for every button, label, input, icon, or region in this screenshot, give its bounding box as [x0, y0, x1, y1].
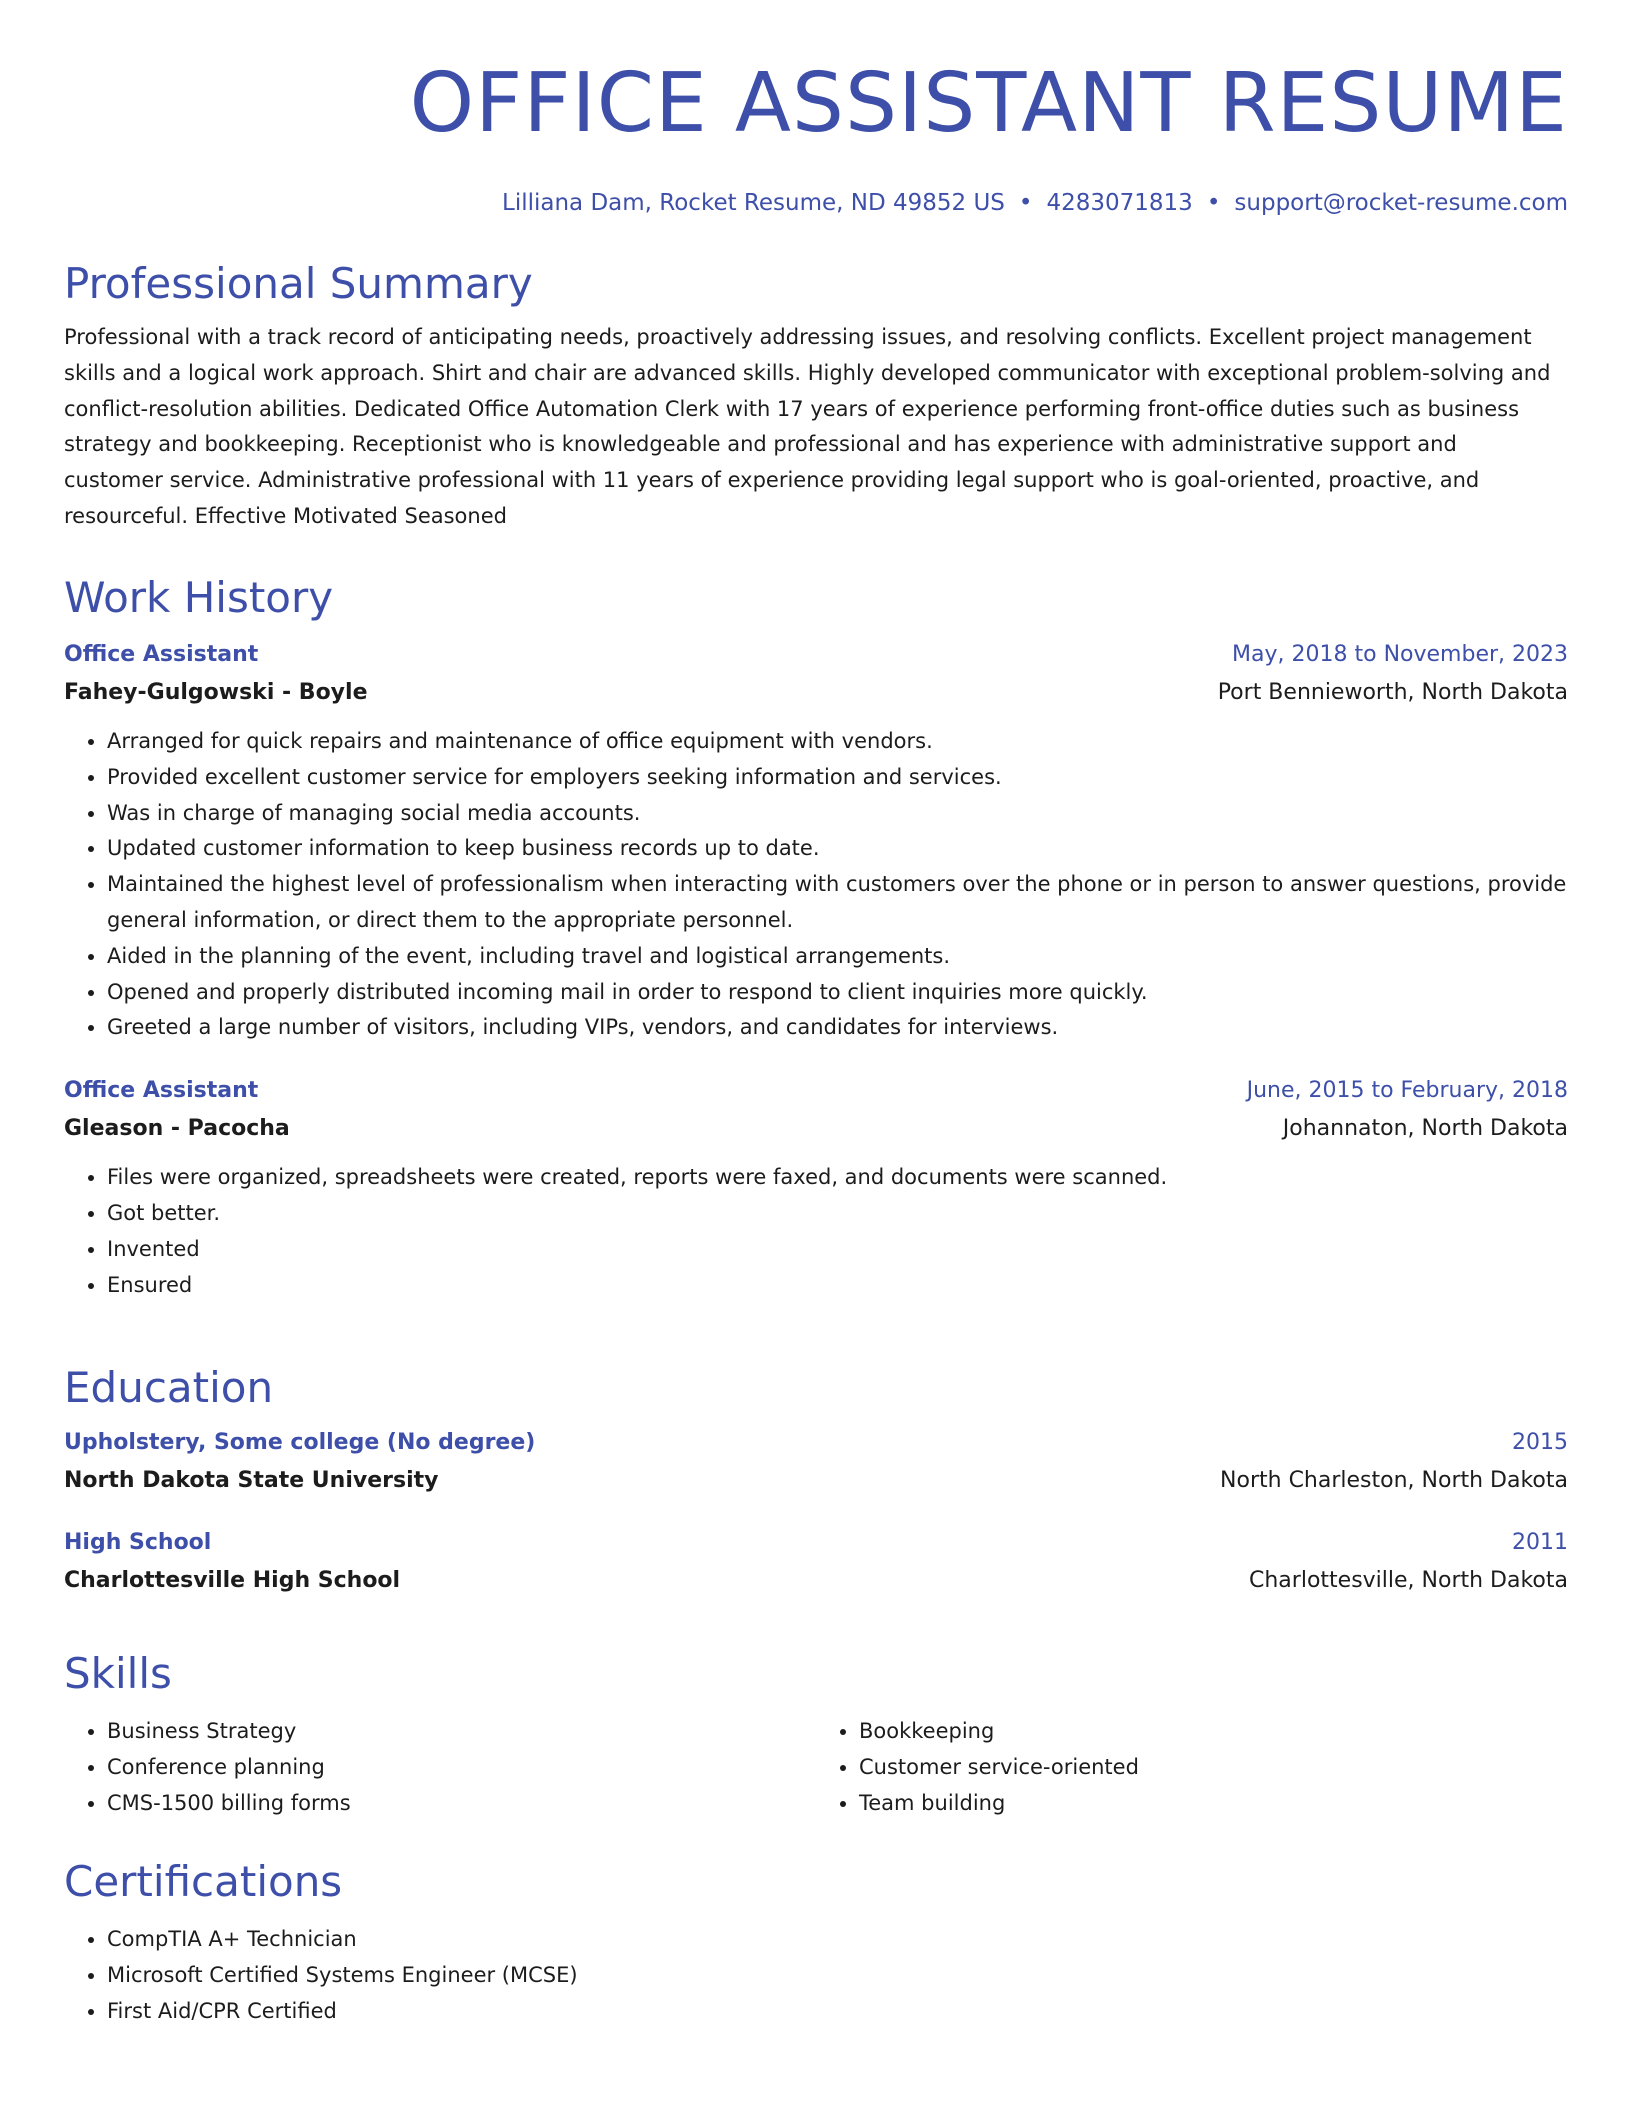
- list-item: • Greeted a large number of visitors, including VIPs, vendors, and candidates for interviews.: [107, 1010, 1568, 1046]
- job-entry: [64, 640, 1568, 1046]
- list-item: • Bookkeeping: [859, 1714, 1568, 1750]
- list-item: • Customer service-oriented: [859, 1750, 1568, 1786]
- job-bullets: [64, 724, 1568, 1046]
- contact-email[interactable]: support@rocket-resume.com: [1234, 190, 1568, 216]
- contact-separator: •: [1018, 190, 1033, 216]
- job-title-row: [64, 1076, 1568, 1106]
- summary-section: [64, 258, 1568, 535]
- education-entry: [64, 1428, 1568, 1496]
- contact-phone: 4283071813: [1046, 190, 1193, 216]
- job-location: Port Bennieworth, North Dakota: [1217, 680, 1568, 705]
- education-degree: High School: [64, 1530, 212, 1555]
- list-item: • Aided in the planning of the event, including travel and logistical arrangements.: [107, 939, 1568, 975]
- summary-heading: Professional Summary: [64, 259, 533, 308]
- list-item: • Conference planning: [107, 1750, 816, 1786]
- list-item: • Business Strategy: [107, 1714, 816, 1750]
- list-item: • Provided excellent customer service for employers seeking information and services.: [107, 760, 1568, 796]
- list-item: • Microsoft Certified Systems Engineer (MCSE): [107, 1958, 1568, 1994]
- list-item: • CompTIA A+ Technician: [107, 1922, 1568, 1958]
- job-company-row: [64, 678, 1568, 708]
- certifications-list: [64, 1922, 1568, 2029]
- education-location: North Charleston, North Dakota: [1220, 1468, 1568, 1493]
- education-entry: [64, 1528, 1568, 1596]
- list-item: • Maintained the highest level of professionalism when interacting with customers over the phone or in person to answer questions, provide general information, or direct them to the appropriate personnel.: [107, 867, 1568, 939]
- list-item: • Got better.: [107, 1196, 1568, 1232]
- skills-grid: [64, 1714, 1568, 1821]
- certifications-heading: Certifications: [64, 1857, 343, 1906]
- list-item: • Files were organized, spreadsheets were created, reports were faxed, and documents were scanned.: [107, 1160, 1568, 1196]
- education-degree-row: [64, 1528, 1568, 1558]
- education-section: [64, 1362, 1568, 1596]
- work-history-section: [64, 572, 1568, 1303]
- list-item: • Updated customer information to keep business records up to date.: [107, 831, 1568, 867]
- contact-separator: •: [1206, 190, 1221, 216]
- list-item: • First Aid/CPR Certified: [107, 1994, 1568, 2030]
- education-year: 2011: [1512, 1530, 1568, 1555]
- skills-list-right: [816, 1714, 1568, 1821]
- skills-heading: Skills: [64, 1649, 172, 1698]
- contact-line: [64, 188, 1568, 218]
- list-item: • Invented: [107, 1232, 1568, 1268]
- skills-list-left: [64, 1714, 816, 1821]
- certifications-section: [64, 1856, 1568, 2029]
- education-school-row: [64, 1466, 1568, 1496]
- list-item: • Team building: [859, 1786, 1568, 1822]
- education-year: 2015: [1512, 1430, 1568, 1455]
- summary-text: Professional with a track record of anticipating needs, proactively addressing issues, and resolving conflicts. Excellent project management skills and a logical work approach. Shirt and chair are advanced skills. Highly developed communicator with exceptional problem-solving and conflict-resolution abilities. Dedicated Office Automation Clerk with 17 years of experience performing front-office duties such as business strategy and bookkeeping. Receptionist who is knowledgeable and professional and has experience with administrative support and customer service. Administrative professional with 11 years of experience providing legal support who is goal-oriented, proactive, and resourceful. Effective Motivated Seasoned: [64, 325, 1551, 528]
- work-history-heading: Work History: [64, 573, 334, 622]
- skills-section: [64, 1648, 1568, 1821]
- contact-address: Lilliana Dam, Rocket Resume, ND 49852 US: [502, 190, 1005, 216]
- list-item: • Arranged for quick repairs and maintenance of office equipment with vendors.: [107, 724, 1568, 760]
- job-company: Gleason - Pacocha: [64, 1116, 290, 1142]
- education-location: Charlottesville, North Dakota: [1249, 1568, 1568, 1593]
- job-dates: May, 2018 to November, 2023: [1232, 642, 1568, 667]
- list-item: • CMS-1500 billing forms: [107, 1786, 816, 1822]
- education-school: North Dakota State University: [64, 1468, 439, 1493]
- job-role: Office Assistant: [64, 1078, 259, 1104]
- job-dates: June, 2015 to February, 2018: [1246, 1078, 1568, 1104]
- job-company: Fahey-Gulgowski - Boyle: [64, 680, 368, 705]
- education-degree-row: [64, 1428, 1568, 1458]
- resume-title: OFFICE ASSISTANT RESUME: [409, 56, 1568, 151]
- job-location: Johannaton, North Dakota: [1282, 1116, 1568, 1142]
- job-role: Office Assistant: [64, 642, 259, 667]
- education-school: Charlottesville High School: [64, 1568, 401, 1593]
- education-degree: Upholstery, Some college (No degree): [64, 1430, 536, 1455]
- education-school-row: [64, 1566, 1568, 1596]
- list-item: • Was in charge of managing social media accounts.: [107, 796, 1568, 832]
- list-item: • Ensured: [107, 1268, 1568, 1304]
- education-heading: Education: [64, 1363, 274, 1412]
- job-bullets: [64, 1160, 1568, 1303]
- list-item: • Opened and properly distributed incoming mail in order to respond to client inquiries more quickly.: [107, 975, 1568, 1011]
- job-title-row: [64, 640, 1568, 670]
- job-entry: [64, 1076, 1568, 1303]
- job-company-row: [64, 1114, 1568, 1144]
